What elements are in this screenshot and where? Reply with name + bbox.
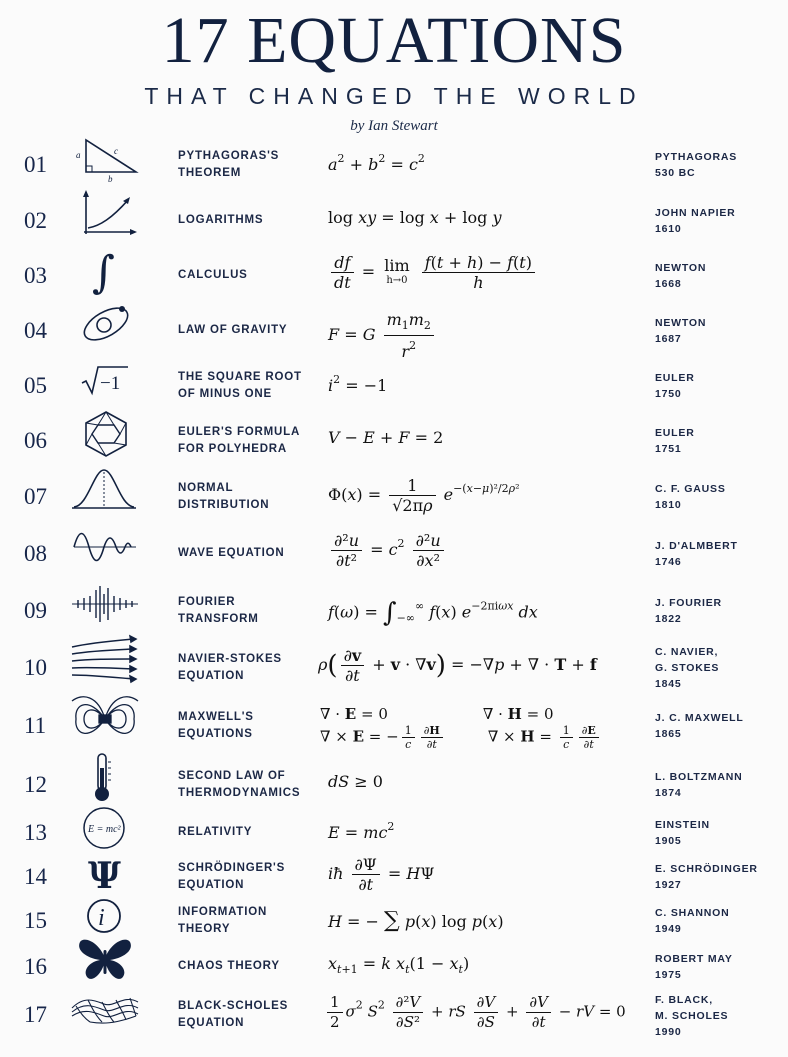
equation-name: CALCULUS: [178, 269, 248, 281]
svg-text:c: c: [114, 146, 118, 156]
svg-text:Ψ: Ψ: [88, 855, 121, 897]
equation-formula: H = − ∑ p(x) log p(x): [328, 908, 504, 933]
equation-credit: C. F. GAUSS 1810: [655, 483, 726, 511]
svg-text:b: b: [108, 174, 113, 184]
equation-credit: EINSTEIN 1905: [655, 819, 710, 847]
row-number: 06: [24, 428, 47, 453]
row-number: 09: [24, 598, 47, 623]
row-number: 14: [24, 864, 47, 889]
info-icon: [70, 888, 140, 940]
equation-credit: L. BOLTZMANN 1874: [655, 771, 743, 799]
equation-name: WAVE EQUATION: [178, 547, 285, 559]
equation-name: INFORMATION THEORY: [178, 906, 268, 935]
surface-mesh-icon: [70, 982, 140, 1034]
bell-curve-icon: [70, 464, 140, 516]
equation-credit: PYTHAGORAS 530 BC: [655, 151, 738, 179]
equation-formula: ∇ · E = 0 ∇ · H = 0 ∇ × E = − $\frac{1}{c}$ $\frac{\partial H}{\partial t}$ ∇ × H = $\frac{1}{c}$ $\frac{\partial E}{\partial t}$: [320, 704, 638, 751]
equation-credit: C. NAVIER, G. STOKES 1845: [655, 646, 720, 690]
row-number: 13: [24, 820, 47, 845]
equation-name: RELATIVITY: [178, 826, 253, 838]
equation-formula: $a^2 + b^2 = c^2$: [328, 152, 425, 174]
equation-formula: ρ( $\frac{\partial v}{\partial t}$ + v · ∇v) = −∇p + ∇ · T + f: [318, 646, 597, 685]
wave-icon: [70, 521, 140, 573]
row-number: 02: [24, 208, 47, 233]
right-triangle-icon: [70, 132, 140, 184]
equation-name: EULER'S FORMULA FOR POLYHEDRA: [178, 426, 301, 455]
equation-credit: ROBERT MAY 1975: [655, 953, 733, 981]
equation-formula: $E = mc^2$: [328, 820, 395, 842]
equation-formula: $i^2 = -1$: [328, 373, 388, 395]
equation-formula: $\frac{1}{2}$ $\sigma^2$ $S^2$ $\frac{\text{∂²V}}{\text{∂S²}}$ + rS $\frac{\partial V}{\partial S}$ + $\frac{\partial V}{\partial t}$ − rV = 0: [324, 993, 642, 1032]
equation-name: SECOND LAW OF THERMODYNAMICS: [178, 770, 301, 799]
row-number: 15: [24, 908, 47, 933]
equation-formula: dS ≥ 0: [328, 772, 383, 791]
log-curve-icon: [70, 188, 140, 240]
equation-formula: V − E + F = 2: [328, 428, 444, 447]
orbit-icon: [70, 298, 140, 350]
equation-credit: JOHN NAPIER 1610: [655, 207, 736, 235]
equation-name: PYTHAGORAS'S THEOREM: [178, 150, 280, 179]
svg-text:E = mc²: E = mc²: [88, 824, 121, 835]
poster-subtitle: THAT CHANGED THE WORLD: [144, 83, 644, 109]
equation-formula: log xy = log x + log y: [328, 208, 502, 227]
row-number: 11: [24, 713, 47, 738]
butterfly-icon: [70, 934, 140, 986]
row-number: 08: [24, 541, 47, 566]
equation-formula: $f(\omega) = \int_{-\infty}^\infty$ f(x) $e^{-2\pi i\omega x}$ dx: [328, 598, 538, 628]
row-number: 03: [24, 263, 47, 288]
row-number: 01: [24, 152, 47, 177]
equation-credit: J. C. MAXWELL 1865: [655, 712, 744, 740]
integral-icon: [70, 243, 140, 298]
flow-lines-icon: [70, 635, 140, 687]
svg-text:a: a: [76, 150, 81, 160]
equation-formula: F = G $\frac{m_1m_2}{r^2}$: [328, 310, 646, 361]
equation-credit: NEWTON 1687: [655, 317, 707, 345]
poster-title: 17 EQUATIONS: [161, 4, 627, 77]
equation-name: THE SQUARE ROOT OF MINUS ONE: [178, 371, 302, 400]
equation-name: SCHRÖDINGER'S EQUATION: [178, 862, 286, 891]
equation-credit: E. SCHRÖDINGER 1927: [655, 863, 758, 891]
signal-icon: [70, 578, 140, 630]
equation-credit: NEWTON 1668: [655, 262, 707, 290]
equation-formula: $\frac{df}{dt}$ = lim h→0 $\frac{f(t + h) - f(t)}{h}$: [328, 253, 646, 292]
row-number: 10: [24, 655, 47, 680]
thermometer-icon: [70, 752, 140, 804]
equation-credit: J. D'ALMBERT 1746: [655, 540, 738, 568]
row-number: 05: [24, 373, 47, 398]
svg-text:∫: ∫: [92, 247, 115, 298]
equation-formula: $\frac{\text{∂²u}}{\text{∂t²}}$ = $c^2$ $\frac{\text{∂²u}}{\text{∂x²}}$: [328, 531, 646, 570]
equation-credit: J. FOURIER 1822: [655, 597, 722, 625]
row-number: 12: [24, 772, 47, 797]
equation-credit: C. SHANNON 1949: [655, 907, 730, 935]
row-number: 04: [24, 318, 47, 343]
equation-name: FOURIER TRANSFORM: [178, 596, 259, 625]
row-number: 17: [24, 1002, 47, 1027]
magnetic-field-icon: [70, 693, 140, 745]
equation-name: MAXWELL'S EQUATIONS: [178, 711, 254, 740]
polyhedron-icon: [70, 408, 140, 460]
equation-name: LOGARITHMS: [178, 214, 264, 226]
equation-formula: Φ(x) = $\frac{1}{√2\pi\rho}$ $e^{-(x-\mu)^2/2\rho^2}$: [328, 476, 520, 515]
svg-text:−1: −1: [100, 373, 121, 394]
poster-author: by Ian Stewart: [350, 118, 438, 134]
sqrt-minus-one-icon: [70, 353, 140, 405]
equation-formula: $x_{t+1} = k$ $x_t(1 - x_t)$: [328, 954, 470, 976]
equation-credit: EULER 1750: [655, 372, 695, 400]
svg-text:i: i: [98, 905, 105, 931]
equation-name: NORMAL DISTRIBUTION: [178, 482, 270, 511]
row-number: 07: [24, 484, 47, 509]
equation-name: NAVIER-STOKES EQUATION: [178, 653, 282, 682]
equation-name: CHAOS THEORY: [178, 960, 280, 972]
equation-name: LAW OF GRAVITY: [178, 324, 288, 336]
equation-name: BLACK-SCHOLES EQUATION: [178, 1000, 289, 1029]
equation-credit: F. BLACK, M. SCHOLES 1990: [655, 994, 729, 1038]
row-number: 16: [24, 954, 47, 979]
equation-credit: EULER 1751: [655, 427, 695, 455]
equation-formula: iħ $\frac{\partial\Psi}{\partial t}$ = HΨ: [328, 855, 435, 894]
